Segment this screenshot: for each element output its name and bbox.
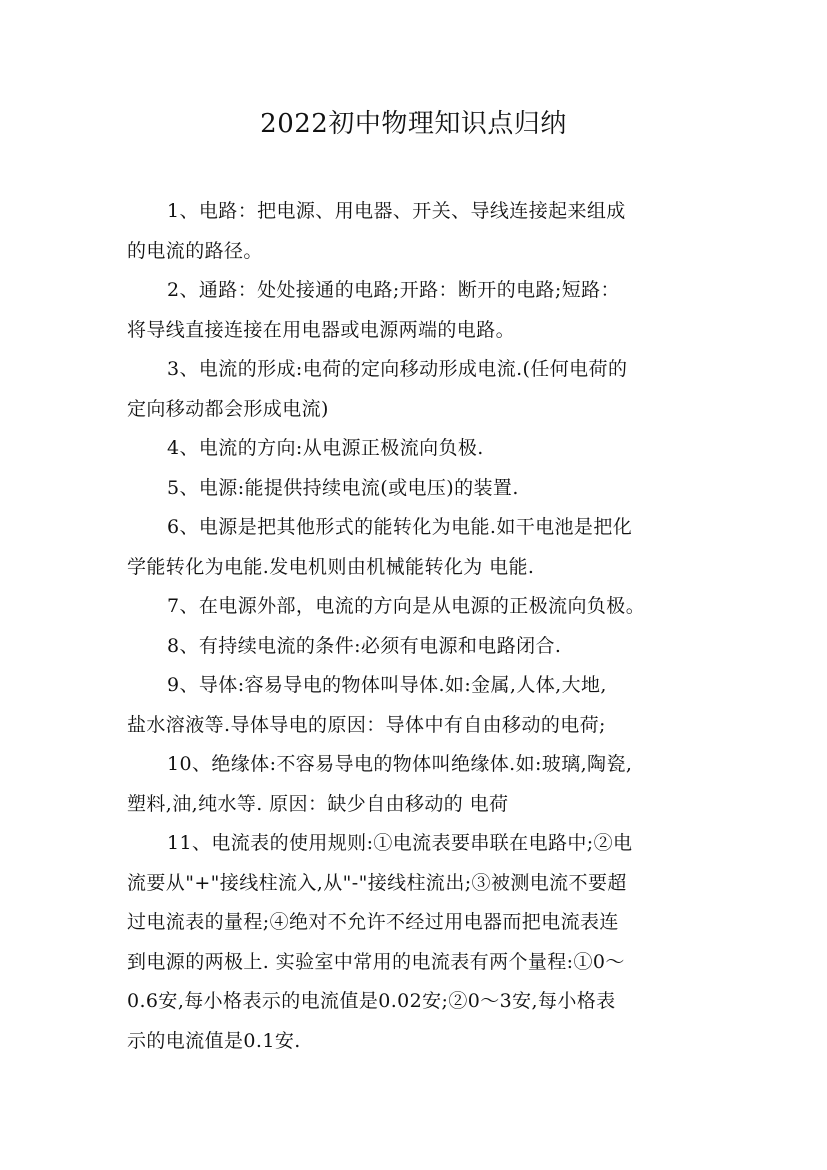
paragraph-line: 11、电流表的使用规则:①电流表要串联在电路中;②电 — [167, 832, 633, 854]
paragraph-4 — [127, 429, 707, 469]
paragraph-line: 塑料,油,纯水等. 原因：缺少自由移动的 电荷 — [127, 792, 509, 815]
paragraph-7 — [127, 587, 707, 627]
paragraph-11 — [127, 824, 707, 1061]
paragraph-10 — [127, 745, 707, 824]
paragraph-line: 示的电流值是0.1安. — [127, 1029, 301, 1052]
paragraph-line: 盐水溶液等.导体导电的原因：导体中有自由移动的电荷; — [127, 713, 606, 736]
paragraph-line: 2、通路：处处接通的电路;开路：断开的电路;短路： — [167, 279, 620, 301]
paragraph-line: 4、电流的方向:从电源正极流向负极. — [167, 437, 484, 459]
paragraph-line: 将导线直接连接在用电器或电源两端的电路。 — [127, 318, 516, 341]
document-body — [127, 192, 707, 1061]
paragraph-line: 定向移动都会形成电流) — [127, 397, 329, 420]
paragraph-line: 流要从"+"接线柱流入,从"-"接线柱流出;③被测电流不要超 — [127, 871, 627, 894]
paragraph-line: 10、绝缘体:不容易导电的物体叫绝缘体.如:玻璃,陶瓷, — [167, 753, 633, 775]
paragraph-line: 3、电流的形成:电荷的定向移动形成电流.(任何电荷的 — [167, 358, 628, 380]
paragraph-6 — [127, 508, 707, 587]
paragraph-5 — [127, 469, 707, 509]
paragraph-line: 8、有持续电流的条件:必须有电源和电路闭合. — [167, 634, 562, 657]
paragraph-line: 9、导体:容易导电的物体叫导体.如:金属,人体,大地, — [167, 674, 607, 696]
paragraph-line: 学能转化为电能.发电机则由机械能转化为 电能. — [127, 555, 535, 578]
paragraph-line: 的电流的路径。 — [127, 239, 263, 262]
paragraph-line: 1、电路：把电源、用电器、开关、导线连接起来组成 — [167, 200, 626, 222]
paragraph-3 — [127, 350, 707, 429]
paragraph-line: 0.6安,每小格表示的电流值是0.02安;②0～3安,每小格表 — [127, 990, 616, 1012]
paragraph-line: 7、在电源外部，电流的方向是从电源的正极流向负极。 — [167, 595, 646, 617]
paragraph-8 — [127, 627, 707, 667]
paragraph-line: 到电源的两极上. 实验室中常用的电流表有两个量程:①0～ — [127, 950, 625, 973]
paragraph-line: 5、电源:能提供持续电流(或电压)的装置. — [167, 476, 519, 499]
paragraph-line: 6、电源是把其他形式的能转化为电能.如干电池是把化 — [167, 516, 633, 538]
document-title: 2022初中物理知识点归纳 — [260, 109, 567, 139]
paragraph-9 — [127, 666, 707, 745]
paragraph-1 — [127, 192, 707, 271]
paragraph-line: 过电流表的量程;④绝对不允许不经过用电器而把电流表连 — [127, 911, 619, 933]
paragraph-2 — [127, 271, 707, 350]
